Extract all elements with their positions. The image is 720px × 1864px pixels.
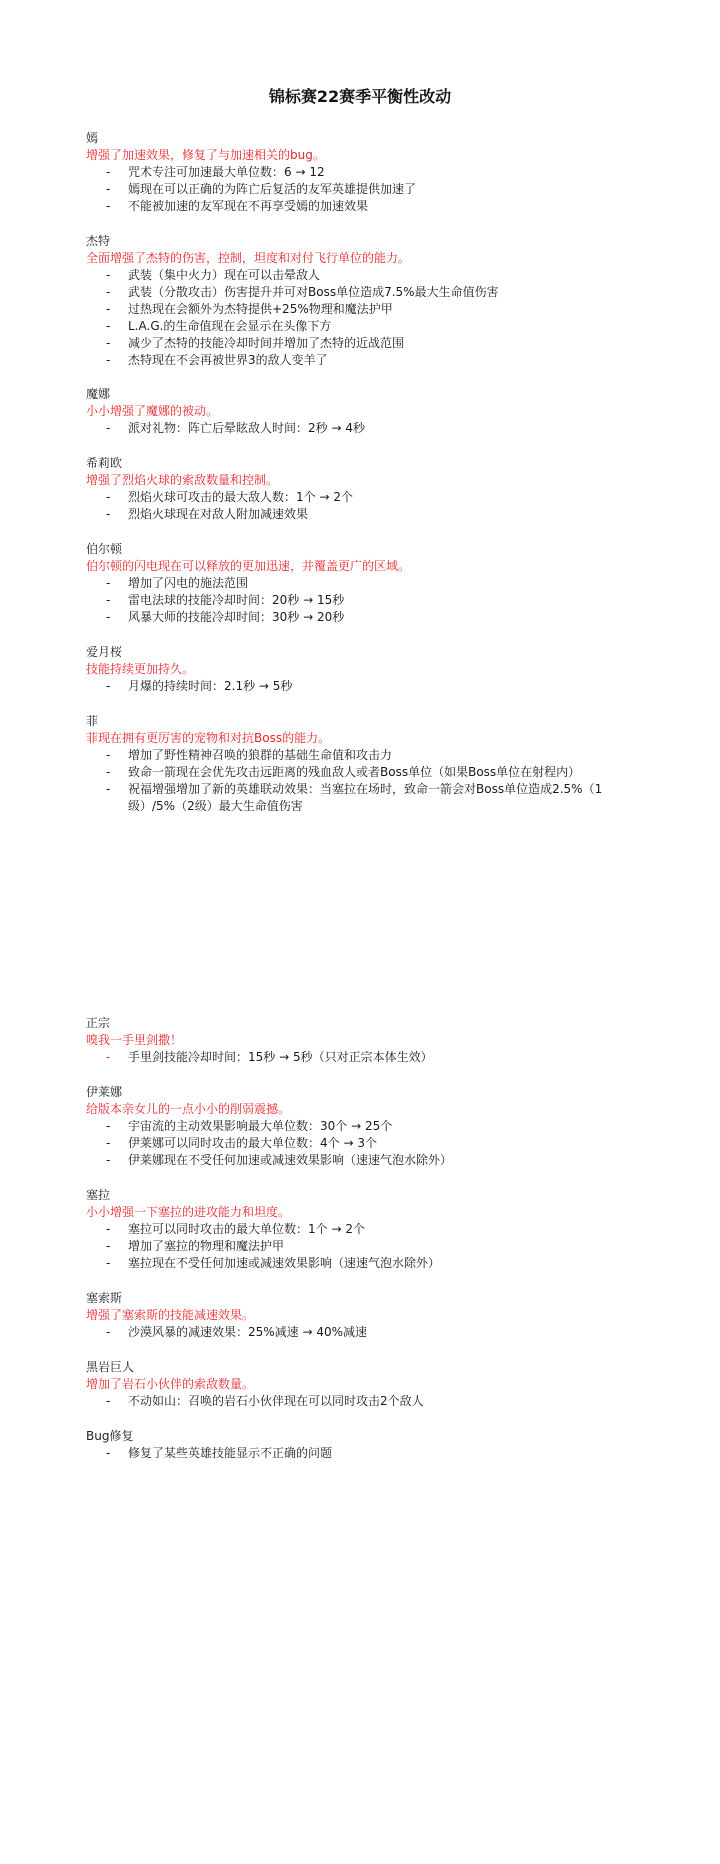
hero-summary: 小小增强一下塞拉的进攻能力和坦度。 [86, 1205, 291, 1219]
hero-summary: 全面增强了杰特的伤害，控制，坦度和对付飞行单位的能力。 [86, 251, 411, 265]
hero-summary: 增加了岩石小伙伴的索敌数量。 [86, 1377, 255, 1391]
hero-summary: 增强了烈焰火球的索敌数量和控制。 [86, 473, 279, 487]
hero-summary: 给版本亲女儿的一点小小的削弱震撼。 [86, 1102, 291, 1116]
hero-name: 爱月桜 [86, 645, 123, 659]
hero-section-fei [86, 713, 686, 815]
page-title: 锦标赛22赛季平衡性改动 [268, 87, 452, 106]
hero-name: 正宗 [86, 1016, 111, 1030]
change-list [86, 1445, 686, 1462]
hero-name: 伊莱娜 [86, 1085, 123, 1099]
change-item: - 雷电法球的技能冷却时间：20秒 → 15秒 [106, 593, 345, 607]
change-item: - 增加了野性精神召唤的狼群的基础生命值和攻击力 [106, 748, 393, 762]
change-item: - 风暴大师的技能冷却时间：30秒 → 20秒 [106, 610, 345, 624]
change-item: - 过热现在会额外为杰特提供+25%物理和魔法护甲 [106, 302, 393, 316]
hero-name: 杰特 [86, 234, 111, 248]
hero-summary: 增强了塞索斯的技能减速效果。 [86, 1308, 255, 1322]
hero-section-xilio [86, 455, 686, 523]
hero-name: 塞拉 [86, 1188, 111, 1202]
hero-section-masamune [86, 1015, 686, 1066]
change-item: - 烈焰火球现在对敌人附加减速效果 [106, 507, 309, 521]
change-list [86, 267, 686, 369]
change-item: - 武装（集中火力）现在可以击晕敌人 [106, 268, 321, 282]
change-item: - 致命一箭现在会优先攻击远距离的残血敌人或者Boss单位（如果Boss单位在射程内） [106, 765, 581, 779]
change-item: - 塞拉现在不受任何加速或减速效果影响（速速气泡水除外） [106, 1256, 441, 1270]
change-item: - 派对礼物：阵亡后晕眩敌人时间：2秒 → 4秒 [106, 421, 365, 435]
hero-name: 伯尔顿 [86, 542, 123, 556]
hero-section-yan [86, 130, 686, 215]
change-item: - 手里剑技能冷却时间：15秒 → 5秒（只对正宗本体生效） [106, 1050, 433, 1064]
change-list [86, 489, 686, 523]
hero-summary: 菲现在拥有更厉害的宠物和对抗Boss的能力。 [86, 731, 331, 745]
change-item: - 烈焰火球可攻击的最大敌人数：1个 → 2个 [106, 490, 353, 504]
change-item: - 武装（分散攻击）伤害提升并可对Boss单位造成7.5%最大生命值伤害 [106, 285, 499, 299]
change-item: - 祝福增强增加了新的英雄联动效果：当塞拉在场时，致命一箭会对Boss单位造成2.5%（1级）/5%（2级）最大生命值伤害 [106, 782, 603, 813]
hero-name: 魔娜 [86, 387, 111, 401]
change-item: - 塞拉可以同时攻击的最大单位数：1个 → 2个 [106, 1222, 365, 1236]
change-item: - 伊莱娜可以同时攻击的最大单位数：4个 → 3个 [106, 1136, 377, 1150]
change-item: - 咒术专注可加速最大单位数：6 → 12 [106, 165, 325, 179]
hero-section-jett [86, 233, 686, 369]
change-item: - 宇宙流的主动效果影响最大单位数：30个 → 25个 [106, 1119, 393, 1133]
hero-section-black-rock-giant [86, 1359, 686, 1410]
change-item: - 增加了闪电的施法范围 [106, 576, 249, 590]
hero-summary: 增强了加速效果，修复了与加速相关的bug。 [86, 148, 325, 162]
bugfix-section [86, 1428, 686, 1462]
hero-section-elaina [86, 1084, 686, 1169]
section-name: Bug修复 [86, 1429, 134, 1443]
hero-summary: 小小增强了魔娜的被动。 [86, 404, 219, 418]
change-item: - 月爆的持续时间：2.1秒 → 5秒 [106, 679, 293, 693]
hero-summary: 伯尔顿的闪电现在可以释放的更加迅速，并覆盖更广的区域。 [86, 559, 411, 573]
change-item: - 增加了塞拉的物理和魔法护甲 [106, 1239, 285, 1253]
change-item: - 伊莱娜现在不受任何加速或减速效果影响（速速气泡水除外） [106, 1153, 453, 1167]
hero-summary: 技能持续更加持久。 [86, 662, 195, 676]
change-item: - 减少了杰特的技能冷却时间并增加了杰特的近战范围 [106, 336, 405, 350]
change-list [86, 575, 686, 626]
change-list [86, 1049, 686, 1066]
change-list [86, 1221, 686, 1272]
change-list [86, 747, 686, 815]
hero-section-mona [86, 386, 686, 437]
hero-section-sera [86, 1187, 686, 1272]
hero-section-aigetsu [86, 644, 686, 695]
change-list [86, 1118, 686, 1169]
hero-name: 菲 [86, 714, 99, 728]
change-list [86, 164, 686, 215]
hero-name: 希莉欧 [86, 456, 123, 470]
change-item: - 沙漠风暴的减速效果：25%减速 → 40%减速 [106, 1325, 368, 1339]
hero-name: 塞索斯 [86, 1291, 123, 1305]
change-list [86, 1324, 686, 1341]
change-list [86, 1393, 686, 1410]
change-item: - 杰特现在不会再被世界3的敌人变羊了 [106, 353, 328, 367]
hero-name: 嫣 [86, 131, 99, 145]
change-item: - 嫣现在可以正确的为阵亡后复活的友军英雄提供加速了 [106, 182, 417, 196]
change-item: - 不动如山：召唤的岩石小伙伴现在可以同时攻击2个敌人 [106, 1394, 424, 1408]
hero-section-burton [86, 541, 686, 626]
hero-section-sethos [86, 1290, 686, 1341]
change-list [86, 678, 686, 695]
change-item: - L.A.G.的生命值现在会显示在头像下方 [106, 319, 332, 333]
change-item: - 修复了某些英雄技能显示不正确的问题 [106, 1446, 333, 1460]
hero-summary: 嗅我一手里剑撒！ [86, 1033, 183, 1047]
hero-name: 黑岩巨人 [86, 1360, 135, 1374]
change-list [86, 420, 686, 437]
change-item: - 不能被加速的友军现在不再享受嫣的加速效果 [106, 199, 369, 213]
